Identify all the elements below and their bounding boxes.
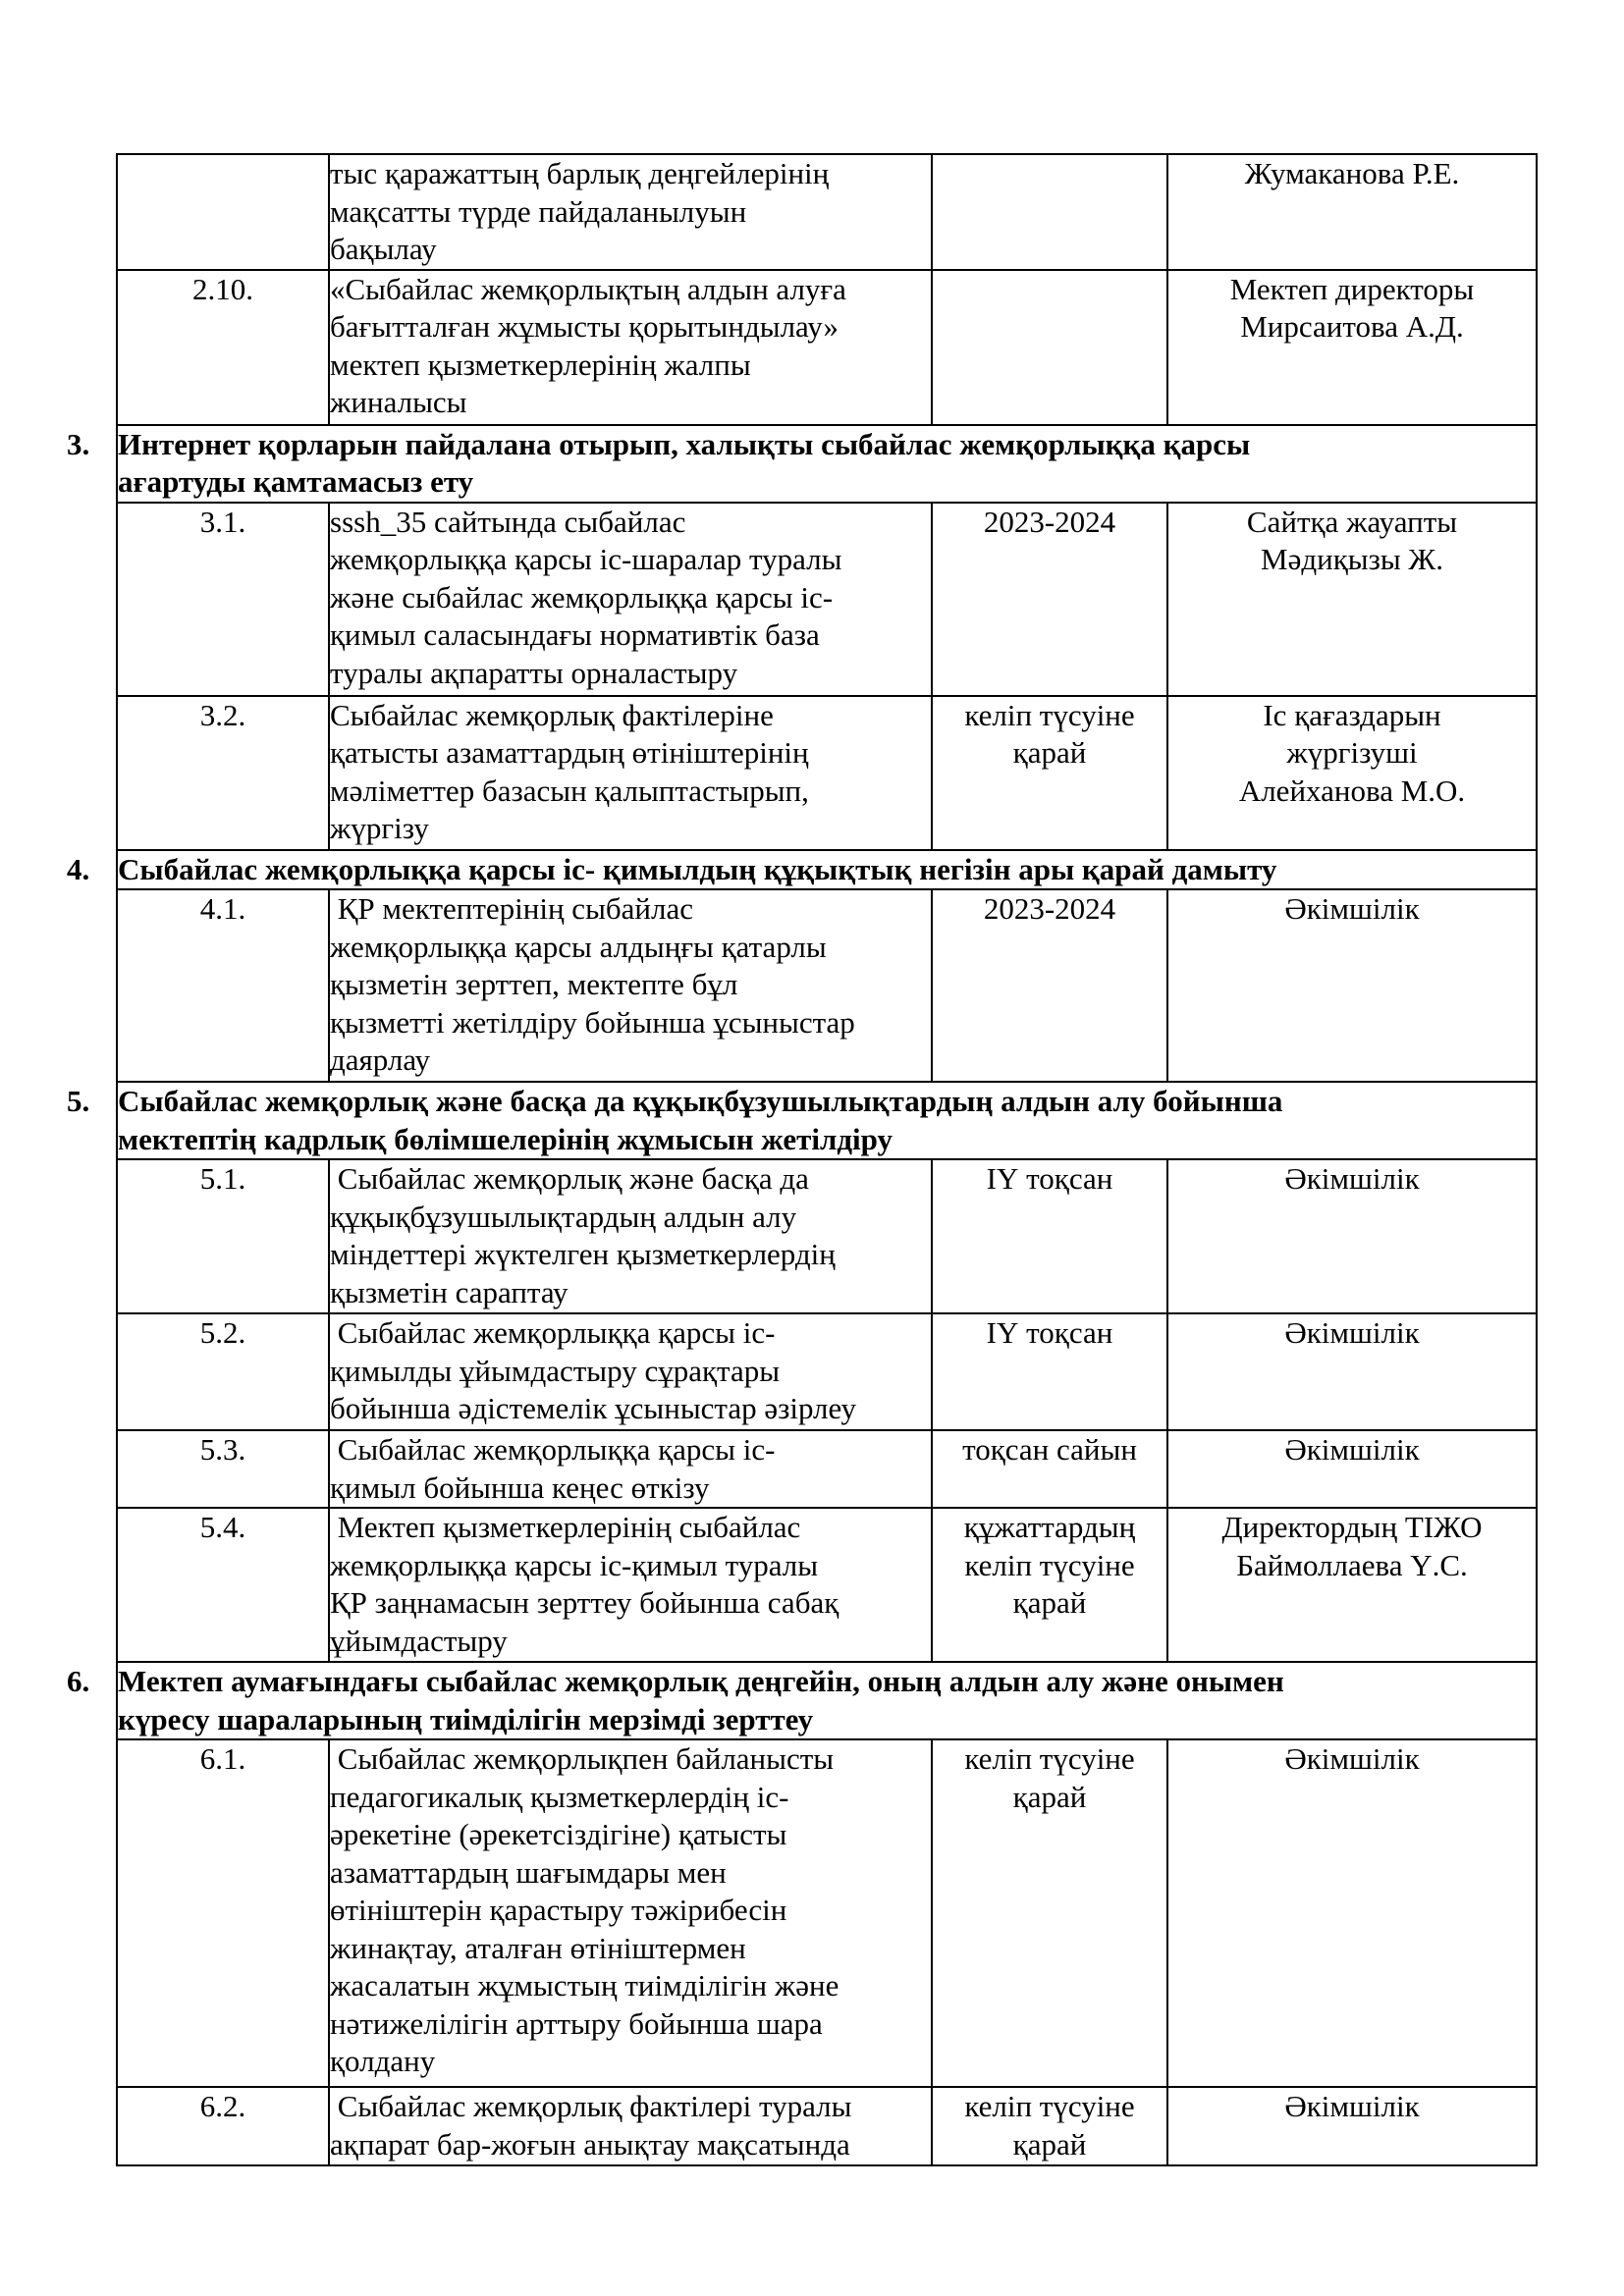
table-row bbox=[117, 1508, 1537, 1662]
description-line: міндеттері жүктелген қызметкерлердің bbox=[330, 1237, 836, 1271]
item-description bbox=[329, 696, 932, 850]
description-line: қолдану bbox=[330, 2044, 436, 2078]
item-responsible bbox=[1167, 1508, 1537, 1662]
description-line: жемқорлыққа қарсы іс-қимыл туралы bbox=[330, 1547, 819, 1582]
description-line: мақсатты түрде пайдаланылуын bbox=[330, 193, 747, 229]
description-line: ҚР мектептерінің сыбайлас bbox=[330, 891, 694, 926]
item-deadline bbox=[932, 154, 1167, 270]
item-description bbox=[329, 1739, 932, 2087]
description-line: қимылды ұйымдастыру сұрақтары bbox=[330, 1353, 781, 1388]
description-line: азаматтардың шағымдары мен bbox=[330, 1854, 727, 1890]
deadline-line: келіп түсуіне bbox=[964, 2089, 1135, 2123]
description-line: мектеп қызметкерлерінің жалпы bbox=[330, 347, 751, 382]
responsible-line: Мәдиқызы Ж. bbox=[1261, 542, 1443, 576]
responsible-line: Директордың ТІЖО bbox=[1221, 1510, 1483, 1544]
item-number: 5.3. bbox=[117, 1430, 329, 1508]
deadline-line: қарай bbox=[1012, 2126, 1087, 2162]
description-line: жемқорлыққа қарсы іс-шаралар туралы bbox=[330, 542, 842, 576]
item-responsible bbox=[1167, 503, 1537, 696]
item-description bbox=[329, 1430, 932, 1508]
deadline-line: тоқсан сайын bbox=[962, 1432, 1137, 1467]
table-row bbox=[117, 1159, 1537, 1313]
responsible-line: Әкімшілік bbox=[1284, 1315, 1420, 1350]
responsible-line: Алейханова М.О. bbox=[1238, 773, 1466, 808]
description-line: Сыбайлас жемқорлық және басқа да bbox=[330, 1161, 809, 1196]
responsible-line: Баймоллаева Ү.С. bbox=[1236, 1547, 1468, 1582]
section-title-line: ағартуды қамтамасыз ету bbox=[118, 464, 474, 499]
deadline-line: келіп түсуіне bbox=[964, 697, 1135, 732]
section-title-line: 3. Интернет қорларын пайдалана отырып, халықты сыбайлас жемқорлыққа қарсы bbox=[118, 426, 1536, 464]
table-row bbox=[117, 696, 1537, 850]
deadline-line: 2023-2024 bbox=[983, 504, 1116, 539]
section-title bbox=[67, 1082, 1537, 1159]
section-header-row bbox=[117, 850, 1537, 890]
responsible-line: Жумаканова Р.Е. bbox=[1244, 156, 1460, 190]
description-line: нәтижелілігін арттыру бойынша шара bbox=[330, 2005, 823, 2041]
item-deadline bbox=[932, 1313, 1167, 1430]
section-number: 3. bbox=[67, 426, 90, 461]
item-description bbox=[329, 154, 932, 270]
section-title-line: күресу шараларының тиімділігін мерзімді зерттеу bbox=[118, 1701, 814, 1736]
section-header-row bbox=[117, 1662, 1537, 1739]
description-line: өтініштерін қарастыру тәжірибесін bbox=[330, 1893, 787, 1927]
section-title bbox=[67, 1662, 1537, 1739]
section-number: 4. bbox=[67, 851, 90, 886]
section-number: 6. bbox=[67, 1664, 90, 1698]
description-line: қызметті жетілдіру бойынша ұсыныстар bbox=[330, 1004, 855, 1040]
description-line: Мектеп қызметкерлерінің сыбайлас bbox=[330, 1510, 801, 1544]
description-line: әрекетіне (әрекетсіздігіне) қатысты bbox=[330, 1817, 787, 1851]
deadline-line: құжаттардың bbox=[963, 1510, 1136, 1544]
deadline-line: қарай bbox=[1012, 1779, 1087, 1814]
deadline-line: 2023-2024 bbox=[983, 891, 1116, 926]
item-description bbox=[329, 2087, 932, 2165]
item-description bbox=[329, 270, 932, 425]
description-line: қызметін зерттеп, мектепте бұл bbox=[330, 967, 738, 1001]
deadline-line: қарай bbox=[1012, 1585, 1087, 1620]
action-plan-table bbox=[67, 153, 1538, 2166]
table-row bbox=[117, 503, 1537, 696]
description-line: және сыбайлас жемқорлыққа қарсы іс- bbox=[330, 579, 834, 614]
responsible-line: Әкімшілік bbox=[1284, 1161, 1420, 1196]
section-header-row bbox=[117, 425, 1537, 503]
table-row bbox=[117, 889, 1537, 1082]
responsible-line: жүргізуші bbox=[1286, 735, 1418, 770]
description-line: «Сыбайлас жемқорлықтың алдын алуға bbox=[330, 271, 846, 306]
item-number: 2.10. bbox=[117, 270, 329, 425]
description-line: бақылау bbox=[330, 232, 437, 266]
item-responsible bbox=[1167, 1159, 1537, 1313]
item-responsible bbox=[1167, 1313, 1537, 1430]
item-responsible bbox=[1167, 1739, 1537, 2087]
item-description bbox=[329, 1159, 932, 1313]
description-line: қимыл бойынша кеңес өткізу bbox=[330, 1469, 710, 1505]
item-description bbox=[329, 503, 932, 696]
item-number: 6.1. bbox=[117, 1739, 329, 2087]
table-row bbox=[117, 1739, 1537, 2087]
description-line: қатысты азаматтардың өтініштерінің bbox=[330, 735, 809, 770]
description-line: жемқорлыққа қарсы алдыңғы қатарлы bbox=[330, 929, 827, 964]
description-line: Сыбайлас жемқорлық фактілеріне bbox=[330, 697, 774, 732]
description-line: жинақтау, аталған өтініштермен bbox=[330, 1930, 746, 1965]
item-deadline bbox=[932, 503, 1167, 696]
description-line: Сыбайлас жемқорлық фактілері туралы bbox=[330, 2089, 852, 2123]
item-description bbox=[329, 1313, 932, 1430]
table-row bbox=[117, 1313, 1537, 1430]
responsible-line: Сайтқа жауапты bbox=[1246, 504, 1458, 539]
item-responsible bbox=[1167, 270, 1537, 425]
item-responsible bbox=[1167, 889, 1537, 1082]
description-line: ақпарат бар-жоғын анықтау мақсатында bbox=[330, 2126, 850, 2162]
deadline-line: келіп түсуіне bbox=[964, 1547, 1135, 1582]
item-number: 3.2. bbox=[117, 696, 329, 850]
description-line: Сыбайлас жемқорлықпен байланысты bbox=[330, 1741, 835, 1776]
description-line: жүргізу bbox=[330, 811, 429, 845]
description-line: жасалатын жұмыстың тиімділігін және bbox=[330, 1968, 839, 2002]
description-line: бойынша әдістемелік ұсыныстар әзірлеу bbox=[330, 1391, 857, 1425]
responsible-line: Іс қағаздарын bbox=[1263, 697, 1441, 732]
description-line: құқықбұзушылықтардың алдын алу bbox=[330, 1199, 797, 1234]
description-line: ұйымдастыру bbox=[330, 1623, 508, 1658]
responsible-line: Әкімшілік bbox=[1284, 2089, 1420, 2123]
table-row bbox=[117, 1430, 1537, 1508]
description-line: sssh_35 сайтында сыбайлас bbox=[330, 504, 686, 539]
description-line: қызметін сараптау bbox=[330, 1274, 568, 1309]
item-number: 4.1. bbox=[117, 889, 329, 1082]
deadline-line: қарай bbox=[1012, 735, 1087, 770]
item-deadline bbox=[932, 1739, 1167, 2087]
description-line: жиналысы bbox=[330, 385, 467, 419]
item-deadline bbox=[932, 270, 1167, 425]
item-responsible bbox=[1167, 696, 1537, 850]
description-line: қимыл саласындағы нормативтік база bbox=[330, 617, 820, 652]
responsible-line: Мирсаитова А.Д. bbox=[1240, 309, 1464, 344]
section-title bbox=[67, 850, 1537, 890]
table-row bbox=[117, 2087, 1537, 2165]
responsible-line: Әкімшілік bbox=[1284, 1741, 1420, 1776]
item-deadline bbox=[932, 1159, 1167, 1313]
deadline-line: ІҮ тоқсан bbox=[986, 1315, 1113, 1350]
item-deadline bbox=[932, 889, 1167, 1082]
responsible-line: Әкімшілік bbox=[1284, 891, 1420, 926]
section-header-row bbox=[117, 1082, 1537, 1159]
table-row bbox=[117, 154, 1537, 270]
item-number: 5.2. bbox=[117, 1313, 329, 1430]
item-deadline bbox=[932, 1430, 1167, 1508]
description-line: даярлау bbox=[330, 1042, 431, 1077]
deadline-line: келіп түсуіне bbox=[964, 1741, 1135, 1776]
section-title-line: мектептің кадрлық бөлімшелерінің жұмысын жетілдіру bbox=[118, 1121, 893, 1156]
item-deadline bbox=[932, 1508, 1167, 1662]
item-number: 5.1. bbox=[117, 1159, 329, 1313]
table-row bbox=[117, 270, 1537, 425]
section-title bbox=[67, 425, 1537, 503]
item-number: 3.1. bbox=[117, 503, 329, 696]
responsible-line: Әкімшілік bbox=[1284, 1432, 1420, 1467]
item-responsible bbox=[1167, 2087, 1537, 2165]
item-responsible bbox=[1167, 1430, 1537, 1508]
item-number bbox=[117, 154, 329, 270]
action-plan-body bbox=[67, 154, 1537, 2165]
section-title-line: 6. Мектеп аумағындағы сыбайлас жемқорлық деңгейін, оның алдын алу және онымен bbox=[118, 1663, 1536, 1701]
description-line: педагогикалық қызметкерлердің іс- bbox=[330, 1779, 789, 1814]
description-line: тыс қаражаттың барлық деңгейлерінің bbox=[330, 156, 830, 190]
section-number: 5. bbox=[67, 1084, 90, 1118]
item-description bbox=[329, 1508, 932, 1662]
description-line: бағытталған жұмысты қорытындылау» bbox=[330, 309, 839, 344]
description-line: мәліметтер базасын қалыптастырып, bbox=[330, 773, 809, 808]
item-deadline bbox=[932, 2087, 1167, 2165]
description-line: туралы ақпаратты орналастыру bbox=[330, 655, 738, 690]
section-title-line: 5. Сыбайлас жемқорлық және басқа да құқықбұзушылықтардың алдын алу бойынша bbox=[118, 1083, 1536, 1121]
item-deadline bbox=[932, 696, 1167, 850]
description-line: Сыбайлас жемқорлыққа қарсы іс- bbox=[330, 1315, 776, 1350]
description-line: ҚР заңнамасын зерттеу бойынша сабақ bbox=[330, 1585, 839, 1620]
description-line: Сыбайлас жемқорлыққа қарсы іс- bbox=[330, 1432, 776, 1467]
section-title-line: 4. Сыбайлас жемқорлыққа қарсы іс- қимылдың құқықтық негізін ары қарай дамыту bbox=[118, 851, 1536, 889]
item-description bbox=[329, 889, 932, 1082]
deadline-line: ІҮ тоқсан bbox=[986, 1161, 1113, 1196]
responsible-line: Мектеп директоры bbox=[1229, 271, 1475, 306]
item-number: 5.4. bbox=[117, 1508, 329, 1662]
item-number: 6.2. bbox=[117, 2087, 329, 2165]
item-responsible bbox=[1167, 154, 1537, 270]
